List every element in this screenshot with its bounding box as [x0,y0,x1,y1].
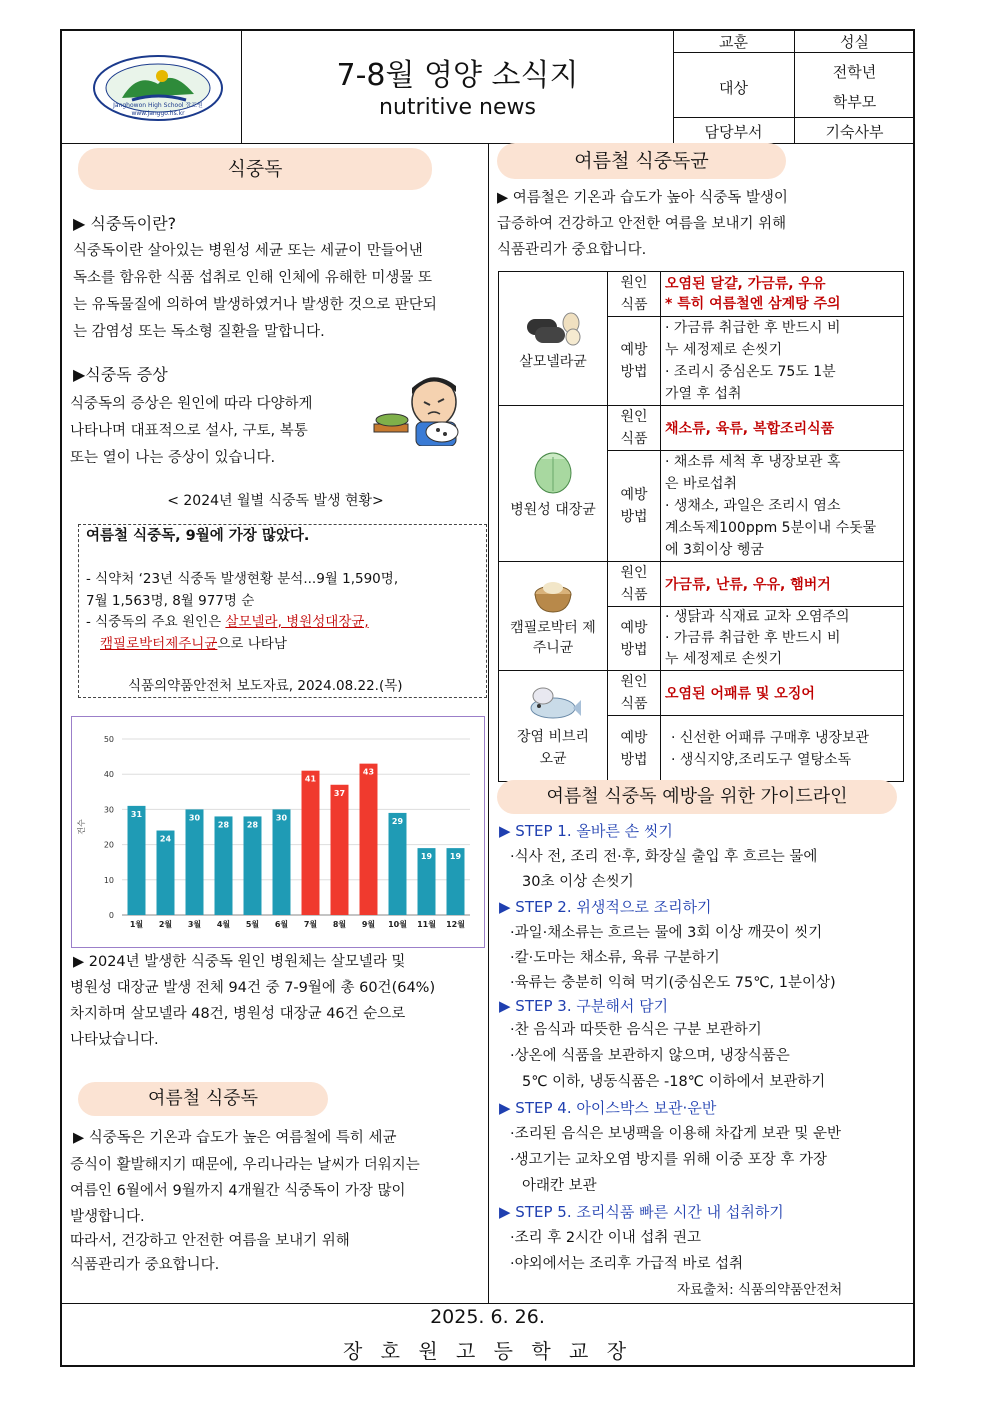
step-3-line-1: ·찬 음식과 따뜻한 음식은 구분 보관하기 [510,1022,762,1038]
section-title-foodpoisoning: 식중독 [78,148,432,190]
logo-text: Janghowon High School 장호원 www.janggo.hs.kr [113,102,203,117]
after-chart-line-4: 나타났습니다. [70,1032,159,1048]
target-label: 대상 [719,79,748,97]
what-heading: ▶ 식중독이란? [73,214,177,233]
motto-value: 성실 [840,33,869,51]
summer-line-6: 식품관리가 중요합니다. [70,1257,220,1273]
footer-signature: 장 호 원 고 등 학 교 장 [342,1339,633,1363]
cabbage-icon [528,449,578,495]
step-4-line-3: 아래칸 보관 [522,1178,597,1194]
prevent-ecoli [661,451,904,562]
prevent-line: · 신선한 어패류 구매후 냉장보관 [671,729,870,746]
step-title-1: ▶ STEP 1. 올바른 손 씻기 [499,822,673,840]
summer-line-2: 증식이 활발해지기 때문에, 우리나라는 날씨가 더워지는 [70,1157,420,1173]
bar-6월 [273,809,291,915]
bar-3월 [186,809,204,915]
data-label: 31 [130,809,143,819]
box-line-1: - 식약처 ‘23년 식중독 발생현황 분석...9월 1,590명, [86,571,399,587]
box-line-4-underlined: 캠필로박터제주니균 [100,636,218,652]
prevent-line: 계소독제100ppm 5분이내 수돗물 [665,520,877,536]
cause-salmonella-2: * 특히 여름철엔 삼계탕 주의 [665,296,841,312]
x-tick-label: 1월 [129,920,144,929]
x-tick-label: 7월 [303,920,318,929]
sick-person-illustration [372,368,482,446]
step-2-line-3: ·육류는 충분히 익혀 먹기(중심온도 75℃, 1분이상) [510,975,836,991]
what-line-4: 는 감염성 또는 독소형 질환을 말합니다. [73,324,325,340]
box-title: 여름철 식중독, 9월에 가장 많았다. [86,528,310,544]
bacteria-name-campylobacter: 캠필로박터 제주니균 [510,620,596,656]
cause-salmonella-1: 오염된 달걀, 가금류, 우유 [665,276,826,292]
cause-label-3: 원인 식품 [608,562,661,607]
step-4-line-1: ·조리된 음식은 보냉팩을 이용해 차갑게 보관 및 운반 [510,1126,842,1142]
data-label: 30 [188,813,201,823]
x-tick-label: 3월 [187,920,202,929]
prevent-line: · 조리시 중심온도 75도 1분 [665,364,836,380]
symptom-line-1: 식중독의 증상은 원인에 따라 다양하게 [70,396,313,412]
bar-8월 [331,785,349,915]
y-tick-label: 30 [103,805,114,815]
bacteria-name-vibrio: 장염 비브리오균 [516,729,590,767]
school-logo [92,54,224,122]
source-note: 자료출처: 식품의약품안전처 [677,1282,843,1298]
summer-line-5: 따라서, 건강하고 안전한 여름을 보내기 위해 [70,1233,350,1249]
symptom-heading: ▶식중독 증상 [73,365,168,384]
box-line-4-post: 으로 나타남 [217,636,287,652]
seafood-icon [525,682,581,722]
target-value-1: 전학년 [832,63,877,81]
bacteria-table [498,271,904,782]
data-label: 28 [217,820,230,830]
intro-line-3: 식품관리가 중요합니다. [497,242,647,258]
symptom-line-3: 또는 열이 나는 증상이 있습니다. [70,450,276,466]
prevent-campylobacter [661,607,904,671]
after-chart-line-2: 병원성 대장균 발생 전체 94건 중 7-9월에 총 60건(64%) [70,980,436,996]
prevent-line: 가열 후 섭취 [665,386,742,402]
step-4-line-2: ·생고기는 교차오염 방지를 위해 이중 포장 후 가장 [510,1152,828,1168]
what-line-1: 식중독이란 살아있는 병원성 세균 또는 세균이 만들어낸 [73,243,423,259]
bacteria-name-ecoli: 병원성 대장균 [510,501,596,518]
section-title-summer: 여름철 식중독 [78,1082,328,1116]
y-tick-label: 10 [103,875,114,885]
data-label: 19 [449,852,462,862]
y-axis-label: 건수 [77,819,86,835]
step-2-line-2: ·칼·도마는 채소류, 육류 구분하기 [510,950,720,966]
box-source: 식품의약품안전처 보도자료, 2024.08.22.(목) [128,678,403,694]
data-label: 43 [362,767,375,777]
prevent-line: 은 바로섭취 [665,476,738,492]
what-line-3: 는 유독물질에 의하여 발생하였거나 발생한 것으로 판단되 [73,297,437,313]
data-label: 29 [391,816,404,826]
prevent-line: · 생채소, 과일은 조리시 염소 [665,498,841,514]
step-title-2: ▶ STEP 2. 위생적으로 조리하기 [499,898,712,916]
step-1-line-1: ·식사 전, 조리 전·후, 화장실 출입 후 흐르는 물에 [510,849,818,865]
prevent-label-4: 예방 방법 [608,716,661,782]
dept-label: 담당부서 [704,123,763,141]
x-tick-label: 5월 [245,920,260,929]
prevent-line: · 가금류 취급한 후 반드시 비 [665,630,841,646]
dept-value: 기숙사부 [825,123,884,141]
step-title-4: ▶ STEP 4. 아이스박스 보관·운반 [499,1099,717,1117]
y-tick-label: 40 [103,770,114,780]
prevent-label-2: 예방 방법 [608,451,661,562]
summer-line-1: ▶ 식중독은 기온과 습도가 높은 여름철에 특히 세균 [73,1130,397,1146]
step-3-line-2: ·상온에 식품을 보관하지 않으며, 냉장식품은 [510,1048,790,1064]
data-label: 30 [275,813,288,823]
cause-label-4: 원인 식품 [608,671,661,716]
bacteria-cell-campylobacter [499,562,608,671]
bar-10월 [389,813,407,915]
chart-caption: < 2024년 월별 식중독 발생 현황> [167,493,384,509]
data-label: 37 [333,788,346,798]
bar-5월 [244,816,262,915]
guide-title: 여름철 식중독 예방을 위한 가이드라인 [497,780,897,814]
prevent-label-1: 예방 방법 [608,317,661,406]
summer-line-4: 발생합니다. [70,1209,145,1225]
x-tick-label: 9월 [361,920,376,929]
y-tick-label: 50 [103,735,114,744]
x-tick-label: 10월 [388,920,407,929]
y-tick-label: 0 [108,911,114,920]
prevent-line: 누 세정제로 손씻기 [665,342,783,358]
section-title-bacteria: 여름철 식중독균 [497,143,786,179]
prevent-line: · 가금류 취급한 후 반드시 비 [665,320,841,336]
prevent-label-3: 예방 방법 [608,607,661,671]
step-5-line-1: ·조리 후 2시간 이내 섭취 권고 [510,1230,701,1246]
cause-label-1: 원인 식품 [608,272,661,317]
bacteria-name-salmonella: 살모넬라균 [519,353,587,370]
symptom-line-2: 나타나며 대표적으로 설사, 구토, 복통 [70,423,308,439]
mortar-icon [531,574,575,614]
intro-line-1: ▶ 여름철은 기온과 습도가 높아 식중독 발생이 [497,190,788,206]
x-tick-label: 4월 [216,920,231,929]
motto-label: 교훈 [719,33,748,51]
y-tick-label: 20 [103,840,114,850]
bar-4월 [215,816,233,915]
target-value-2: 학부모 [832,93,877,111]
step-2-line-1: ·과일·채소류는 흐르는 물에 3회 이상 깨끗이 씻기 [510,925,823,941]
box-line-3-underlined: 살모넬라, 병원성대장균, [225,614,369,630]
what-line-2: 독소를 함유한 식품 섭취로 인해 인체에 유해한 미생물 또 [73,270,433,286]
prevent-line: · 생닭과 식재료 교차 오염주의 [665,609,850,625]
data-label: 19 [420,852,433,862]
step-title-3: ▶ STEP 3. 구분해서 담기 [499,997,669,1015]
x-tick-label: 6월 [274,920,289,929]
x-tick-label: 11월 [417,920,436,929]
cause-vibrio-1: 오염된 어패류 및 오징어 [665,686,815,702]
cause-ecoli-1: 채소류, 육류, 복합조리식품 [665,421,835,437]
bacteria-cell-salmonella [499,272,608,406]
prevent-line: 에 3회이상 헹굼 [665,542,764,558]
box-line-2: 7월 1,563명, 8월 977명 순 [86,593,255,609]
bar-7월 [302,771,320,915]
page-subtitle: nutritive news [379,95,536,120]
step-5-line-2: ·야외에서는 조리후 가급적 바로 섭취 [510,1256,744,1272]
cause-label-2: 원인 식품 [608,406,661,451]
page-title: 7-8월 영양 소식지 [336,58,579,93]
data-label: 24 [159,834,172,844]
step-3-line-3: 5℃ 이하, 냉동식품은 -18℃ 이하에서 보관하기 [522,1074,826,1090]
bar-9월 [360,764,378,915]
prevent-salmonella [661,317,904,406]
monthly-foodpoisoning-chart [72,717,484,947]
step-1-line-2: 30초 이상 손씻기 [522,874,634,890]
x-tick-label: 8월 [332,920,347,929]
bar-1월 [128,806,146,915]
prevent-vibrio [661,716,904,782]
box-line-4 [100,631,287,657]
prevent-line: · 생식지양,조리도구 열탕소독 [671,751,852,768]
box-line-3-pre: - 식중독의 주요 원인은 [86,614,226,630]
bacteria-cell-vibrio [499,671,608,782]
prevent-line: · 채소류 세척 후 냉장보관 혹 [665,454,841,470]
x-tick-label: 12월 [446,920,465,929]
data-label: 28 [246,820,259,830]
x-tick-label: 2월 [158,920,173,929]
prevent-line: 누 세정제로 손씻기 [665,651,783,667]
bacteria-cell-ecoli [499,406,608,562]
summer-line-3: 여름인 6월에서 9월까지 4개월간 식중독이 가장 많이 [70,1183,406,1199]
data-label: 41 [304,774,317,784]
footer-date: 2025. 6. 26. [430,1306,545,1328]
step-title-5: ▶ STEP 5. 조리식품 빠른 시간 내 섭취하기 [499,1203,784,1221]
cause-campylobacter-1: 가금류, 난류, 우유, 햄버거 [665,577,831,593]
after-chart-line-1: ▶ 2024년 발생한 식중독 원인 병원체는 살모넬라 및 [73,954,406,970]
after-chart-line-3: 차지하며 살모넬라 48건, 병원성 대장균 46건 순으로 [70,1006,406,1022]
kimbap-egg-icon [523,307,583,347]
intro-line-2: 급증하여 건강하고 안전한 여름을 보내기 위해 [497,216,787,232]
